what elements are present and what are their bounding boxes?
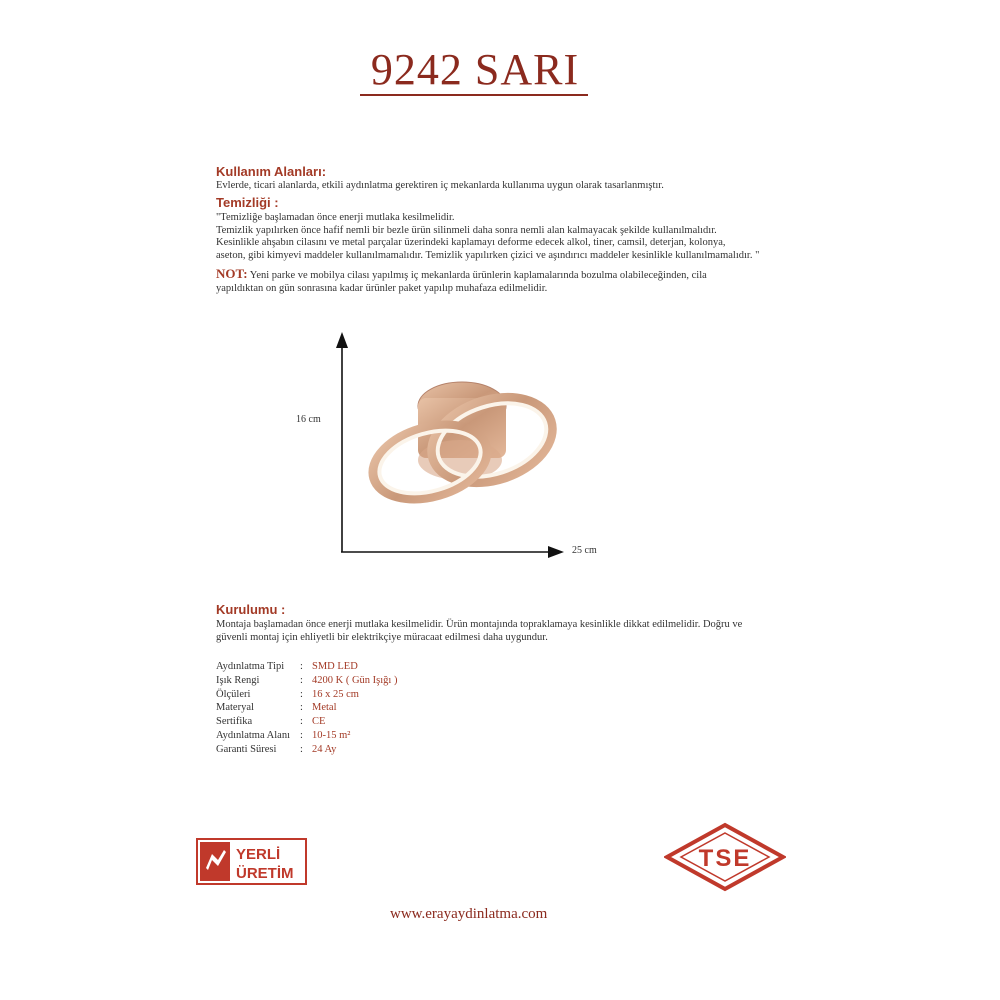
spec-value: CE [312, 716, 326, 728]
spec-row: Materyal : Metal [216, 702, 337, 714]
installation-text [216, 619, 742, 644]
lamp-illustration [365, 382, 563, 511]
spec-key: Ölçüleri [216, 688, 251, 700]
page-title: 9242 SARI [370, 45, 580, 94]
installation-heading: Kurulumu : [216, 602, 286, 617]
uretim-text: ÜRETİM [236, 865, 294, 882]
yerli-uretim-badge [196, 838, 308, 886]
spec-key: Materyal [216, 702, 254, 714]
width-arrow-icon [548, 546, 564, 558]
installation-line: Montaja başlamadan önce enerji mutlaka kesilmelidir. Ürün montajında topraklamaya kesinlikle dikkat edilmelidir. Doğru ve [216, 619, 743, 630]
note-block [216, 268, 707, 295]
height-dimension-label: 16 cm [296, 414, 321, 425]
yerli-text: YERLİ [236, 846, 281, 863]
cleaning-line: Kesinlikle ahşabın cilasını ve metal parçalar üzerindeki kaplamayı deforme edecek alkol, tiner, camsil, deterjan, kolonya, [216, 237, 726, 249]
spec-row: Ölçüleri : 16 x 25 cm [216, 688, 359, 700]
note-label: NOT: [216, 266, 248, 281]
cleaning-line: Temizlik yapılırken önce hafif nemli bir bezle ürün silinmeli daha sonra nemli alan kalmayacak şekilde kullanılmalıdır. [216, 224, 717, 236]
dimension-diagram [330, 328, 570, 564]
cleaning-heading: Temizliği : [216, 195, 279, 210]
website-link[interactable]: www.erayaydinlatma.com [390, 906, 548, 922]
spec-row: Aydınlatma Tipi : SMD LED [216, 661, 358, 672]
spec-value: 4200 K ( Gün Işığı ) [312, 674, 398, 686]
spec-key: Sertifika [216, 716, 253, 728]
usage-heading: Kullanım Alanları: [216, 164, 327, 179]
spec-value: Metal [312, 702, 337, 714]
usage-text: Evlerde, ticari alanlarda, etkili aydınlatma gerektiren iç mekanlarda kullanıma uygun olarak tasarlanmıştır. [216, 180, 664, 191]
spec-value: SMD LED [312, 661, 358, 672]
cleaning-line: aseton, gibi kimyevi maddeler kullanılmamalıdır. Temizlik yapılırken çizici ve aşındırıcı maddeler kesinlikle kullanılmamalıdır. " [216, 249, 760, 261]
note-line: Yeni parke ve mobilya cilası yapılmış iç mekanlarda ürünlerin kaplamalarında bozulma olabileceğinden, cila [249, 270, 707, 281]
note-line: yapıldıktan on gün sonrasına kadar ürünler paket yapılıp muhafaza edilmelidir. [216, 282, 548, 294]
spec-key: Garanti Süresi [216, 743, 277, 755]
spec-key: Aydınlatma Alanı [216, 729, 290, 741]
spec-value: 16 x 25 cm [312, 688, 359, 700]
spec-value: 10-15 m² [312, 729, 351, 741]
installation-line: güvenli montaj için ehliyetli bir elektrikçiye müracaat edilmesi daha uygundur. [216, 631, 548, 643]
tse-badge [664, 822, 786, 892]
title-underline [360, 94, 588, 96]
tse-text: TSE [698, 845, 752, 872]
spec-value: 24 Ay [312, 743, 337, 755]
spec-row: Işık Rengi : 4200 K ( Gün Işığı ) [216, 674, 398, 686]
spec-key: Aydınlatma Tipi [216, 661, 285, 672]
spec-key: Işık Rengi [216, 674, 260, 686]
spec-row: Sertifika : CE [216, 716, 326, 728]
cleaning-line: "Temizliğe başlamadan önce enerji mutlaka kesilmelidir. [216, 212, 455, 223]
spec-table [216, 660, 397, 757]
spec-row: Aydınlatma Alanı : 10-15 m² [216, 729, 351, 741]
height-arrow-icon [336, 332, 348, 348]
spec-row: Garanti Süresi : 24 Ay [216, 743, 337, 755]
cleaning-text [216, 212, 759, 262]
width-dimension-label: 25 cm [572, 545, 597, 556]
